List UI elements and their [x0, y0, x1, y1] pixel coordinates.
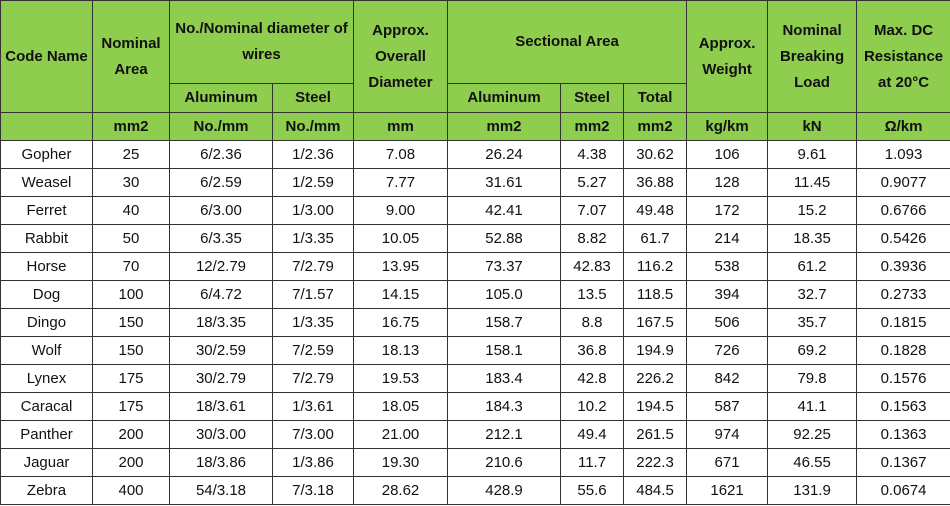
cell-code-name: Zebra	[1, 477, 93, 505]
cell-weight: 394	[687, 281, 768, 309]
cell-wires-aluminum: 6/3.35	[170, 225, 273, 253]
cell-wires-steel: 7/3.00	[273, 421, 354, 449]
cell-breaking-load: 69.2	[768, 337, 857, 365]
cell-breaking-load: 9.61	[768, 141, 857, 169]
header-overall-diameter: Approx. Overall Diameter	[354, 1, 448, 113]
cell-wires-steel: 1/2.36	[273, 141, 354, 169]
cell-sectional-total: 116.2	[624, 253, 687, 281]
header-dc-resistance: Max. DC Resistance at 20°C	[857, 1, 950, 113]
cell-dc-resistance: 0.2733	[857, 281, 950, 309]
cell-code-name: Ferret	[1, 197, 93, 225]
header-sectional-steel: Steel	[561, 84, 624, 113]
cell-sectional-aluminum: 184.3	[448, 393, 561, 421]
units-cell-code	[1, 113, 93, 141]
cell-code-name: Weasel	[1, 169, 93, 197]
unit-dc-resistance: Ω/km	[857, 113, 950, 141]
cell-wires-aluminum: 12/2.79	[170, 253, 273, 281]
cell-sectional-steel: 7.07	[561, 197, 624, 225]
cell-dc-resistance: 0.9077	[857, 169, 950, 197]
cell-weight: 587	[687, 393, 768, 421]
cell-sectional-aluminum: 105.0	[448, 281, 561, 309]
cell-overall-diameter: 7.08	[354, 141, 448, 169]
cell-dc-resistance: 0.1367	[857, 449, 950, 477]
cell-breaking-load: 41.1	[768, 393, 857, 421]
cell-dc-resistance: 0.1828	[857, 337, 950, 365]
cell-sectional-total: 36.88	[624, 169, 687, 197]
cell-nominal-area: 100	[93, 281, 170, 309]
cell-overall-diameter: 18.05	[354, 393, 448, 421]
cell-sectional-total: 261.5	[624, 421, 687, 449]
cell-sectional-aluminum: 31.61	[448, 169, 561, 197]
table-row	[1, 477, 950, 505]
cell-code-name: Dog	[1, 281, 93, 309]
cell-wires-aluminum: 18/3.86	[170, 449, 273, 477]
cell-code-name: Wolf	[1, 337, 93, 365]
cell-code-name: Dingo	[1, 309, 93, 337]
unit-weight: kg/km	[687, 113, 768, 141]
unit-sectional-aluminum: mm2	[448, 113, 561, 141]
cell-sectional-aluminum: 212.1	[448, 421, 561, 449]
cell-weight: 128	[687, 169, 768, 197]
cell-sectional-steel: 11.7	[561, 449, 624, 477]
cell-code-name: Horse	[1, 253, 93, 281]
cell-overall-diameter: 13.95	[354, 253, 448, 281]
cell-wires-aluminum: 54/3.18	[170, 477, 273, 505]
cell-nominal-area: 200	[93, 421, 170, 449]
cell-wires-steel: 1/3.61	[273, 393, 354, 421]
cell-sectional-aluminum: 158.1	[448, 337, 561, 365]
cell-wires-aluminum: 18/3.61	[170, 393, 273, 421]
table-row	[1, 197, 950, 225]
cell-dc-resistance: 0.1363	[857, 421, 950, 449]
cell-wires-steel: 1/3.35	[273, 309, 354, 337]
cell-nominal-area: 25	[93, 141, 170, 169]
cell-dc-resistance: 0.1563	[857, 393, 950, 421]
cell-sectional-total: 49.48	[624, 197, 687, 225]
cell-weight: 974	[687, 421, 768, 449]
cell-nominal-area: 50	[93, 225, 170, 253]
unit-sectional-total: mm2	[624, 113, 687, 141]
table-row	[1, 253, 950, 281]
cell-sectional-steel: 5.27	[561, 169, 624, 197]
cell-breaking-load: 18.35	[768, 225, 857, 253]
cell-sectional-steel: 8.82	[561, 225, 624, 253]
unit-wires-aluminum: No./mm	[170, 113, 273, 141]
cell-breaking-load: 35.7	[768, 309, 857, 337]
cell-overall-diameter: 16.75	[354, 309, 448, 337]
cell-breaking-load: 15.2	[768, 197, 857, 225]
header-wires-aluminum: Aluminum	[170, 84, 273, 113]
cell-wires-steel: 7/2.79	[273, 253, 354, 281]
cell-sectional-steel: 4.38	[561, 141, 624, 169]
cell-weight: 106	[687, 141, 768, 169]
cell-code-name: Jaguar	[1, 449, 93, 477]
cell-dc-resistance: 0.3936	[857, 253, 950, 281]
cell-nominal-area: 40	[93, 197, 170, 225]
cell-wires-aluminum: 30/2.79	[170, 365, 273, 393]
cell-wires-aluminum: 18/3.35	[170, 309, 273, 337]
header-weight: Approx. Weight	[687, 1, 768, 113]
cell-sectional-steel: 13.5	[561, 281, 624, 309]
cell-breaking-load: 61.2	[768, 253, 857, 281]
cell-dc-resistance: 1.093	[857, 141, 950, 169]
cell-sectional-steel: 55.6	[561, 477, 624, 505]
cell-sectional-total: 167.5	[624, 309, 687, 337]
cell-weight: 671	[687, 449, 768, 477]
cell-nominal-area: 175	[93, 393, 170, 421]
table-header	[1, 1, 950, 141]
cell-nominal-area: 30	[93, 169, 170, 197]
unit-breaking-load: kN	[768, 113, 857, 141]
cell-weight: 842	[687, 365, 768, 393]
cell-sectional-aluminum: 42.41	[448, 197, 561, 225]
cell-wires-steel: 7/1.57	[273, 281, 354, 309]
cell-weight: 506	[687, 309, 768, 337]
table-row	[1, 169, 950, 197]
cell-sectional-steel: 36.8	[561, 337, 624, 365]
header-sectional-area: Sectional Area	[448, 1, 687, 84]
cell-wires-aluminum: 6/3.00	[170, 197, 273, 225]
table-row	[1, 449, 950, 477]
cell-weight: 172	[687, 197, 768, 225]
cell-overall-diameter: 19.30	[354, 449, 448, 477]
cell-wires-aluminum: 30/3.00	[170, 421, 273, 449]
table-row	[1, 365, 950, 393]
cell-sectional-total: 30.62	[624, 141, 687, 169]
cell-weight: 1621	[687, 477, 768, 505]
cell-overall-diameter: 18.13	[354, 337, 448, 365]
cell-code-name: Rabbit	[1, 225, 93, 253]
cell-overall-diameter: 10.05	[354, 225, 448, 253]
cell-wires-steel: 1/3.00	[273, 197, 354, 225]
cell-sectional-total: 194.5	[624, 393, 687, 421]
table-row	[1, 337, 950, 365]
table-row	[1, 281, 950, 309]
cell-sectional-aluminum: 183.4	[448, 365, 561, 393]
header-wires: No./Nominal diameter of wires	[170, 1, 354, 84]
cell-wires-steel: 7/3.18	[273, 477, 354, 505]
cell-wires-steel: 7/2.79	[273, 365, 354, 393]
cell-nominal-area: 150	[93, 337, 170, 365]
cell-wires-aluminum: 30/2.59	[170, 337, 273, 365]
table-row	[1, 421, 950, 449]
cell-sectional-aluminum: 73.37	[448, 253, 561, 281]
cell-sectional-aluminum: 428.9	[448, 477, 561, 505]
header-wires-steel: Steel	[273, 84, 354, 113]
cell-wires-steel: 1/3.86	[273, 449, 354, 477]
cell-nominal-area: 200	[93, 449, 170, 477]
cell-sectional-total: 226.2	[624, 365, 687, 393]
units-row	[1, 113, 950, 141]
header-nominal-area: Nominal Area	[93, 1, 170, 113]
cell-overall-diameter: 19.53	[354, 365, 448, 393]
header-sectional-aluminum: Aluminum	[448, 84, 561, 113]
cell-sectional-steel: 49.4	[561, 421, 624, 449]
cell-code-name: Panther	[1, 421, 93, 449]
cell-sectional-steel: 8.8	[561, 309, 624, 337]
cell-wires-steel: 7/2.59	[273, 337, 354, 365]
cell-overall-diameter: 14.15	[354, 281, 448, 309]
cell-nominal-area: 70	[93, 253, 170, 281]
cell-breaking-load: 46.55	[768, 449, 857, 477]
cell-sectional-steel: 10.2	[561, 393, 624, 421]
cell-dc-resistance: 0.5426	[857, 225, 950, 253]
cell-sectional-total: 222.3	[624, 449, 687, 477]
cell-breaking-load: 11.45	[768, 169, 857, 197]
cell-sectional-total: 194.9	[624, 337, 687, 365]
cell-breaking-load: 32.7	[768, 281, 857, 309]
cell-weight: 538	[687, 253, 768, 281]
cell-sectional-steel: 42.83	[561, 253, 624, 281]
cell-sectional-aluminum: 52.88	[448, 225, 561, 253]
cell-dc-resistance: 0.6766	[857, 197, 950, 225]
unit-wires-steel: No./mm	[273, 113, 354, 141]
unit-nominal-area: mm2	[93, 113, 170, 141]
cell-wires-aluminum: 6/2.36	[170, 141, 273, 169]
cell-code-name: Caracal	[1, 393, 93, 421]
cell-overall-diameter: 28.62	[354, 477, 448, 505]
table-row	[1, 225, 950, 253]
table-row	[1, 393, 950, 421]
table-row	[1, 309, 950, 337]
cell-dc-resistance: 0.0674	[857, 477, 950, 505]
cell-weight: 726	[687, 337, 768, 365]
cell-weight: 214	[687, 225, 768, 253]
cell-overall-diameter: 7.77	[354, 169, 448, 197]
unit-sectional-steel: mm2	[561, 113, 624, 141]
cell-overall-diameter: 9.00	[354, 197, 448, 225]
cell-breaking-load: 92.25	[768, 421, 857, 449]
cell-dc-resistance: 0.1576	[857, 365, 950, 393]
cell-nominal-area: 400	[93, 477, 170, 505]
cell-nominal-area: 150	[93, 309, 170, 337]
cell-sectional-aluminum: 158.7	[448, 309, 561, 337]
cell-dc-resistance: 0.1815	[857, 309, 950, 337]
cell-code-name: Gopher	[1, 141, 93, 169]
cell-wires-steel: 1/2.59	[273, 169, 354, 197]
cell-sectional-total: 118.5	[624, 281, 687, 309]
cell-wires-aluminum: 6/4.72	[170, 281, 273, 309]
table-body	[1, 141, 950, 505]
cell-wires-aluminum: 6/2.59	[170, 169, 273, 197]
unit-overall-diameter: mm	[354, 113, 448, 141]
cell-nominal-area: 175	[93, 365, 170, 393]
table-row	[1, 141, 950, 169]
cell-sectional-steel: 42.8	[561, 365, 624, 393]
cell-wires-steel: 1/3.35	[273, 225, 354, 253]
cell-sectional-total: 484.5	[624, 477, 687, 505]
cell-breaking-load: 79.8	[768, 365, 857, 393]
cell-sectional-total: 61.7	[624, 225, 687, 253]
cell-overall-diameter: 21.00	[354, 421, 448, 449]
header-sectional-total: Total	[624, 84, 687, 113]
header-code-name: Code Name	[1, 1, 93, 113]
cell-sectional-aluminum: 26.24	[448, 141, 561, 169]
cell-breaking-load: 131.9	[768, 477, 857, 505]
header-breaking-load: Nominal Breaking Load	[768, 1, 857, 113]
cell-sectional-aluminum: 210.6	[448, 449, 561, 477]
cell-code-name: Lynex	[1, 365, 93, 393]
